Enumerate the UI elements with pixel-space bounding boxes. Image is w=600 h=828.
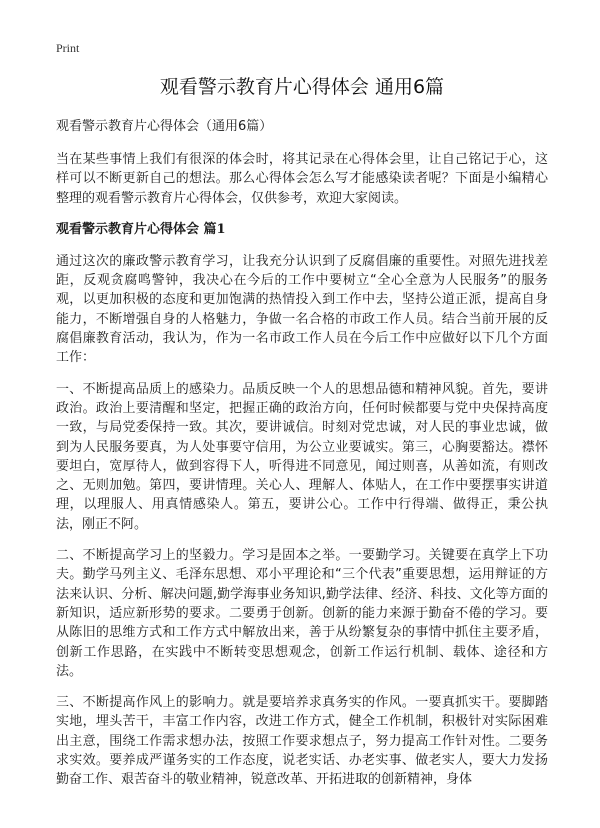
body-paragraph-4: 三、不断提高作风上的影响力。就是要培养求真务实的作风。一要真抓实干。要脚踏实地，埋头苦干，丰富工作内容，改进工作方式，健全工作机制，积极针对实际困难出主意，围绕工作需求想办法，按照工作要求想点子，努力提高工作针对性。二要务求实效。要养成严谨务实的工作态度，说老实话、办老实事、做老实人，要大力发扬勤奋工作、艰苦奋斗的敬业精神，锐意改革、开拓进取的创新精神，身体	[56, 695, 548, 788]
document-page	[56, 40, 548, 802]
intro-paragraph: 当在某些事情上我们有很深的体会时，将其记录在心得体会里，让自己铭记于心，这样可以不断更新自己的想法。那么心得体会怎么写才能感染读者呢？下面是小编精心整理的观看警示教育片心得体会，仅供参考，欢迎大家阅读。	[56, 152, 548, 206]
section-heading: 观看警示教育片心得体会 篇1	[56, 221, 226, 237]
body-paragraph-1: 通过这次的廉政警示教育学习，让我充分认识到了反腐倡廉的重要性。对照先进找差距，反观贪腐鸣警钟，我决心在今后的工作中要树立“全心全意为人民服务”的服务观，以更加积极的态度和更加饱满的热情投入到工作中去，坚持公道正派，提高自身能力，不断增强自身的人格魅力，争做一名合格的市政工作人员。结合当前开展的反腐倡廉教育活动，我认为，作为一名市政工作人员在今后工作中应做好以下几个方面工作：	[56, 253, 548, 366]
document-subtitle: 观看警示教育片心得体会（通用6篇）	[56, 119, 273, 134]
body-paragraph-2: 一、不断提高品质上的感染力。品质反映一个人的思想品德和精神风貌。首先，要讲政治。政治上要清醒和坚定，把握正确的政治方向，任何时候都要与党中央保持高度一致，与局党委保持一致。其次，要讲诚信。时刻对党忠诚，对人民的事业忠诚，做到为人民服务要真，为人处事要守信用，为公立业要诚实。第三，心胸要豁达。襟怀要坦白，宽厚待人，做到容得下人，听得进不同意见，闻过则喜，从善如流，有则改之、无则加勉。第四，要讲情理。关心人、理解人、体贴人，在工作中要摆事实讲道理，以理服人、用真情感染人。第五，要讲公心。工作中行得端、做得正，秉公执法，刚正不阿。	[56, 381, 548, 532]
page-title: 观看警示教育片心得体会 通用6篇	[159, 76, 445, 98]
body-paragraph-3: 二、不断提高学习上的坚毅力。学习是固本之举。一要勤学习。关键要在真学上下功夫。勤学马列主义、毛泽东思想、邓小平理论和“三个代表”重要思想，运用辩证的方法来认识、分析、解决问题,勤学海事业务知识,勤学法律、经济、科技、文化等方面的新知识，适应新形势的要求。二要勇于创新。创新的能力来源于勤奋不倦的学习。要从陈旧的思维方式和工作方式中解放出来，善于从纷繁复杂的事情中抓住主要矛盾，创新工作思路，在实践中不断转变思想观念，创新工作运行机制、载体、途径和方法。	[56, 548, 548, 679]
print-link[interactable]: Print	[56, 41, 80, 55]
